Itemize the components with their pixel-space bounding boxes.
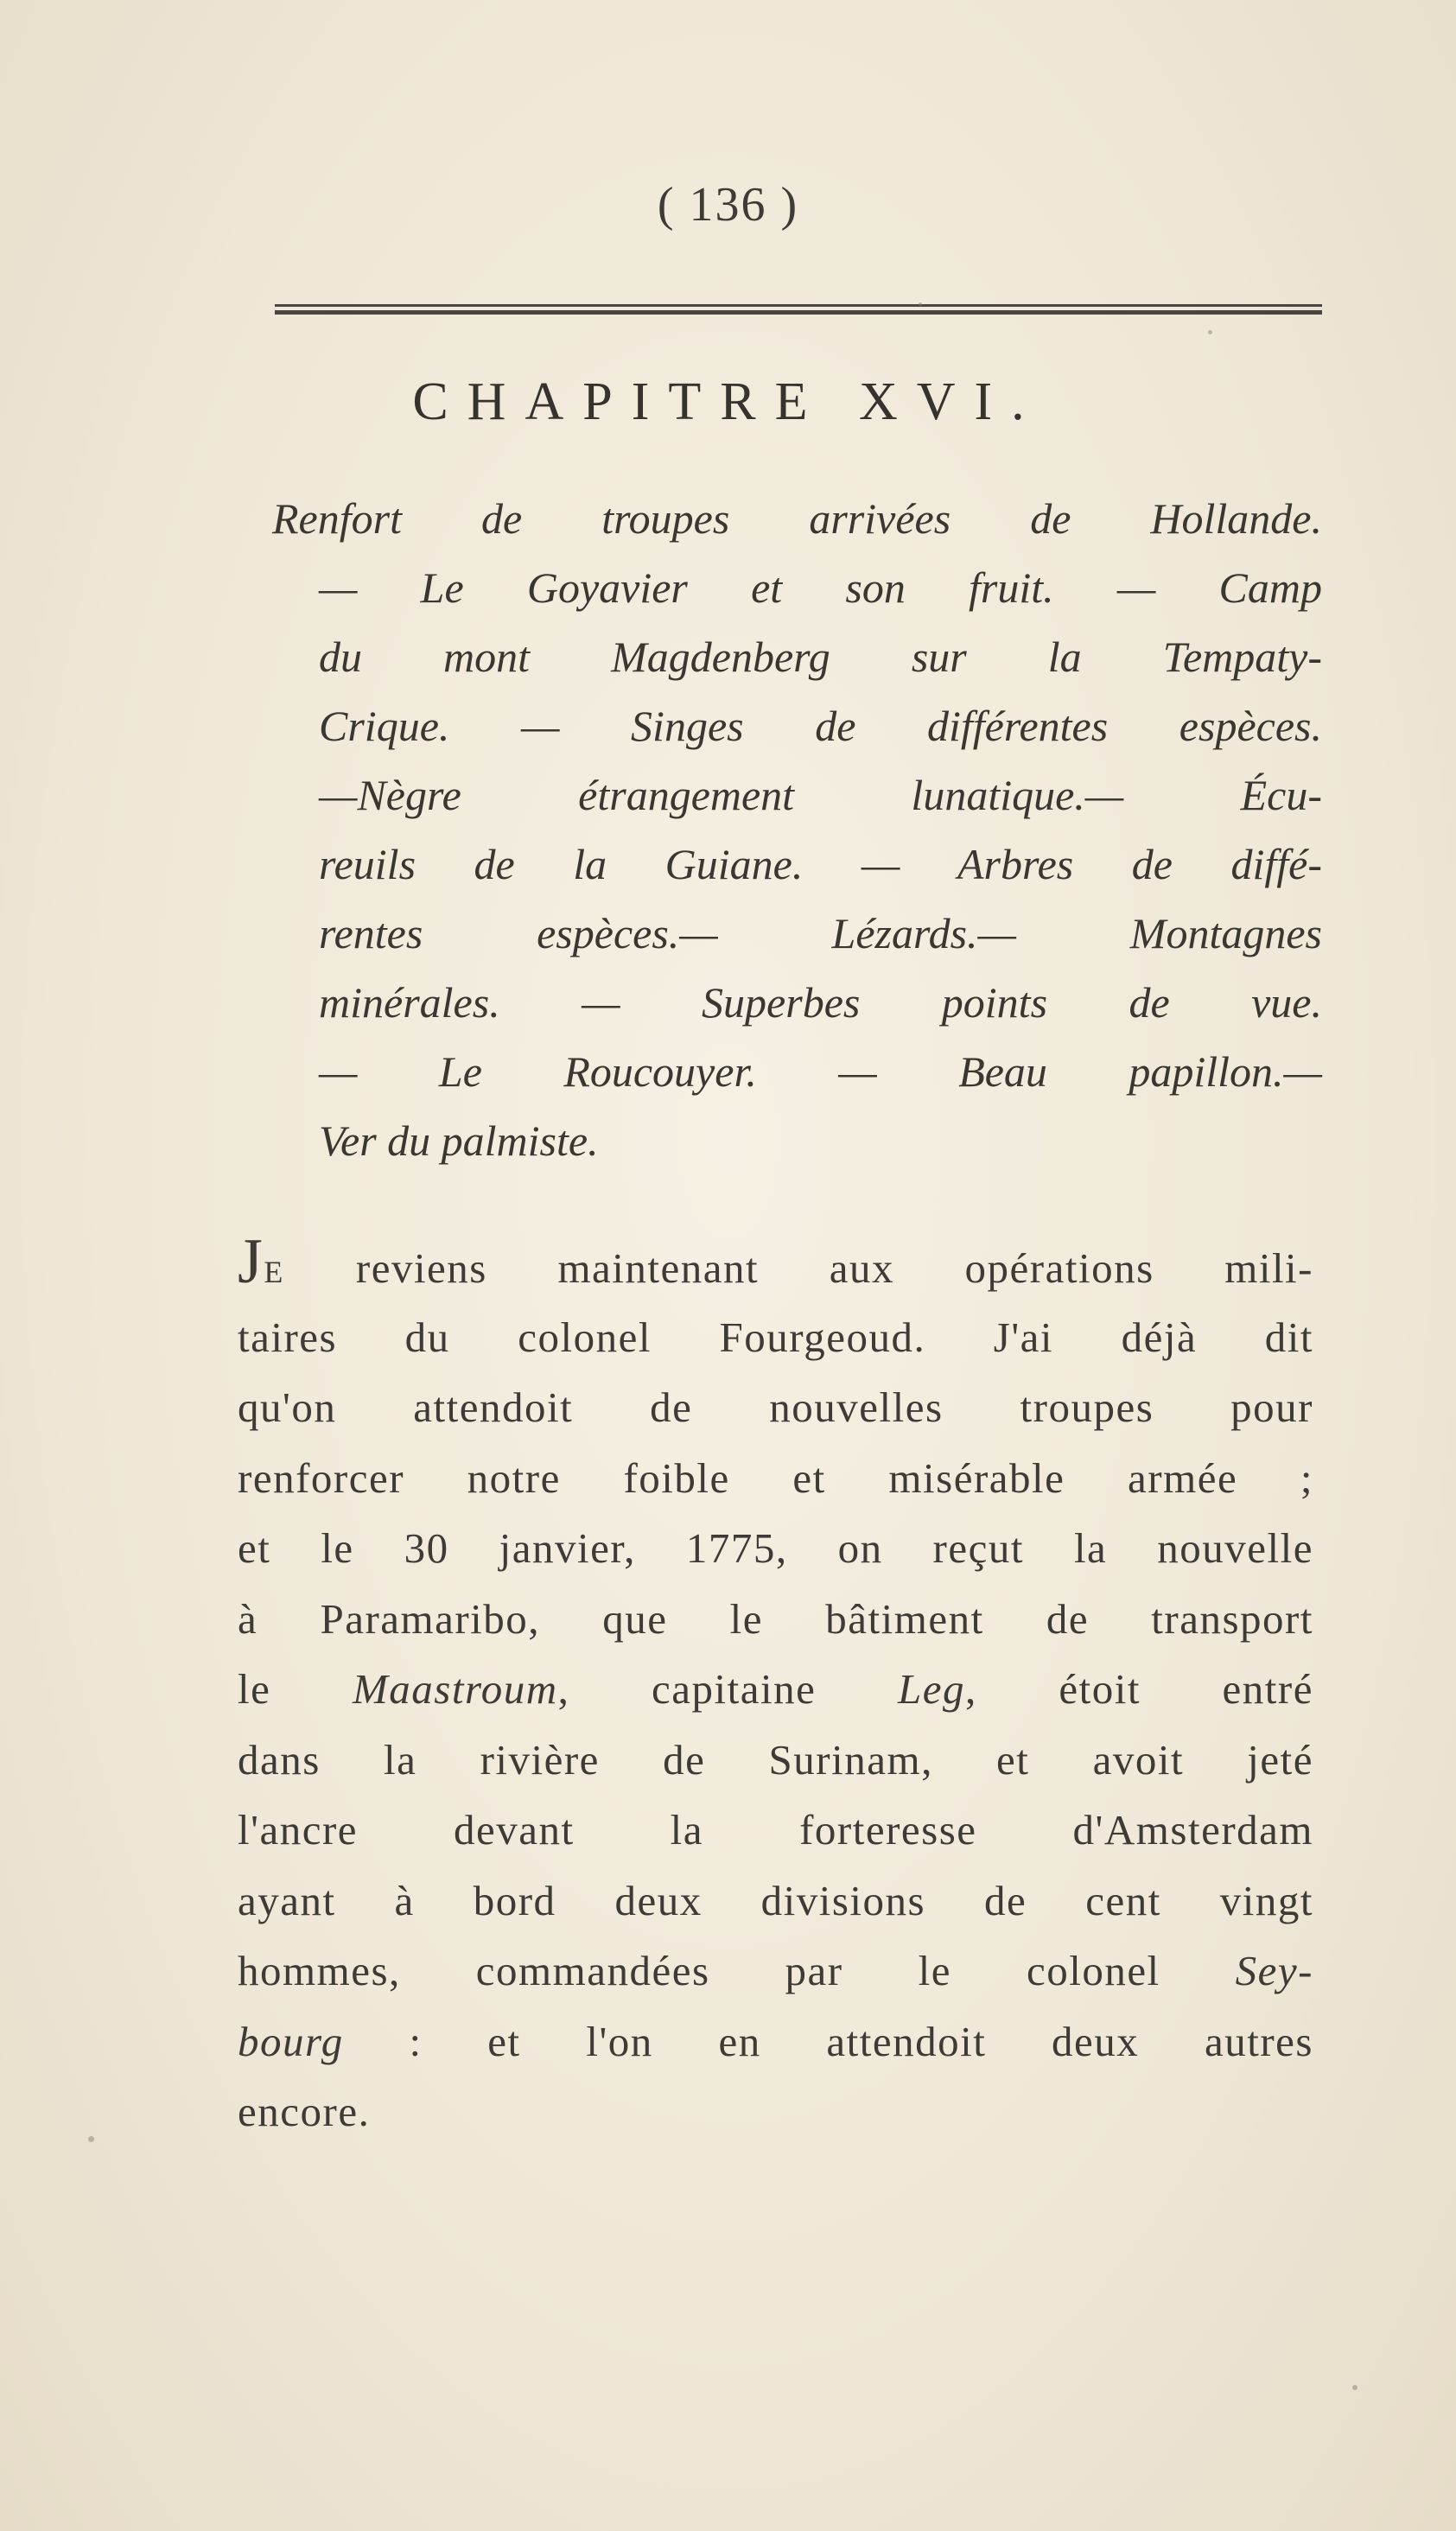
- summary-line: rentes espèces.— Lézards.— Montagnes: [319, 909, 1322, 957]
- body-line: renforcer notre foible et misérable armée ;: [238, 1453, 1313, 1502]
- colonel-name: Sey-: [1235, 1947, 1313, 1994]
- chapter-title: CHAPITRE XVI.: [412, 372, 1044, 431]
- body-line: ayant à bord deux divisions de cent vingt: [238, 1876, 1313, 1924]
- paper-speck: [1352, 2385, 1357, 2390]
- page-number: ( 136 ): [657, 178, 799, 232]
- summary-line: reuils de la Guiane. — Arbres de diffé-: [319, 840, 1322, 888]
- text: , étoit entré: [964, 1665, 1313, 1713]
- text: : et l'on en attendoit deux autres: [343, 2017, 1313, 2065]
- header-rule: [275, 304, 1322, 315]
- ship-name: Maastroum: [352, 1665, 558, 1713]
- body-line-bourg: [238, 2006, 1313, 2077]
- paper-speck: [1208, 330, 1212, 334]
- body-line: et le 30 janvier, 1775, on reçut la nouvelle: [238, 1524, 1313, 1572]
- body-line: dans la rivière de Surinam, et avoit jeté: [238, 1735, 1313, 1784]
- body-paragraph: [238, 1226, 1313, 2147]
- summary-line: —Nègre étrangement lunatique.— Écu-: [319, 771, 1322, 819]
- summary-line: — Le Roucouyer. — Beau papillon.—: [319, 1047, 1322, 1096]
- summary-line: Crique. — Singes de différentes espèces.: [319, 702, 1322, 750]
- summary-line: minérales. — Superbes points de vue.: [319, 978, 1322, 1027]
- paper-speck: [919, 302, 922, 306]
- body-line-first: [238, 1226, 1313, 1302]
- body-line: qu'on attendoit de nouvelles troupes pour: [238, 1383, 1313, 1431]
- text: hommes, commandées par le colonel: [238, 1947, 1236, 1994]
- first-line-text: reviens maintenant aux opérations mili-: [285, 1244, 1313, 1292]
- body-line: l'ancre devant la forteresse d'Amsterdam: [238, 1806, 1313, 1854]
- summary-line: — Le Goyavier et son fruit. — Camp: [319, 563, 1322, 612]
- summary-line: Ver du palmiste.: [319, 1116, 599, 1165]
- text: , capitaine: [557, 1665, 898, 1713]
- colonel-name-end: bourg: [238, 2017, 344, 2065]
- body-line: à Paramaribo, que le bâtiment de transport: [238, 1594, 1313, 1643]
- chapter-summary: [272, 484, 1322, 1175]
- paper-speck: [88, 2136, 94, 2142]
- body-line: taires du colonel Fourgeoud. J'ai déjà dit: [238, 1313, 1313, 1361]
- summary-line: du mont Magdenberg sur la Tempaty-: [319, 633, 1322, 681]
- body-line-last: encore.: [238, 2088, 371, 2135]
- text: le: [238, 1665, 353, 1713]
- captain-name: Leg: [897, 1665, 965, 1713]
- body-line-ship: [238, 1654, 1313, 1725]
- drop-cap: J: [238, 1226, 264, 1297]
- small-cap: E: [264, 1255, 286, 1289]
- summary-line: Renfort de troupes arrivées de Hollande.: [272, 494, 1322, 543]
- body-line-colonel: [238, 1936, 1313, 2006]
